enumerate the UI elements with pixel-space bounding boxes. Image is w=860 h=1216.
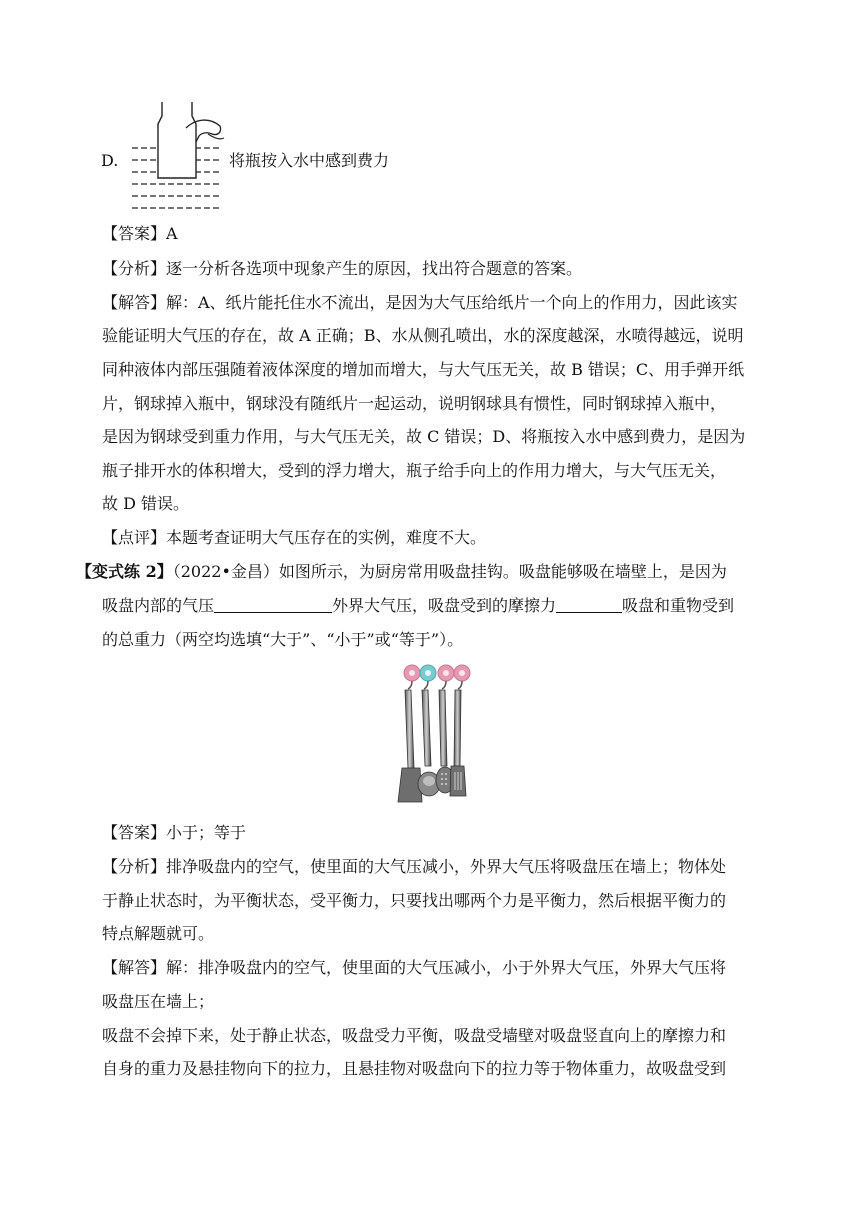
q2-stem-text: 吸盘内部的气压 bbox=[102, 596, 215, 615]
q2-analysis-line: 特点解题就可。 bbox=[102, 924, 215, 943]
q2-solution-line: 吸盘压在墙上； bbox=[102, 992, 215, 1011]
q2-solution-line: 吸盘不会掉下来，处于静止状态，吸盘受力平衡，吸盘受墙壁对吸盘竖直向上的摩擦力和 bbox=[102, 1026, 727, 1045]
q1-comment: 【点评】本题考查证明大气压存在的实例，难度不大。 bbox=[102, 528, 487, 547]
option-d-label: D. bbox=[101, 151, 119, 170]
kitchen-suction-hooks-photo bbox=[394, 660, 474, 806]
bottle-in-water-figure bbox=[128, 102, 228, 214]
q1-solution-line: 同种液体内部压强随着液体深度的增加而增大，与大气压无关，故 B 错误；C、用手弹开纸 bbox=[102, 360, 745, 379]
answer-blank-1[interactable] bbox=[214, 596, 332, 613]
q2-stem-line-2 bbox=[102, 596, 734, 616]
q2-analysis-line: 于静止状态时，为平衡状态，受平衡力，只要找出哪两个力是平衡力，然后根据平衡力的 bbox=[102, 891, 727, 910]
q2-solution-line: 自身的重力及悬挂物向下的拉力，且悬挂物对吸盘向下的拉力等于物体重力，故吸盘受到 bbox=[102, 1059, 727, 1078]
q1-solution-line: 【解答】解：A、纸片能托住水不流出，是因为大气压给纸片一个向上的作用力，因此该实 bbox=[102, 293, 738, 312]
option-d-text: 将瓶按入水中感到费力 bbox=[229, 151, 390, 170]
answer-blank-2[interactable] bbox=[556, 596, 622, 613]
q2-stem-line-3: 的总重力（两空均选填“大于”、“小于”或“等于”）。 bbox=[102, 630, 464, 649]
q2-stem-line-1 bbox=[76, 562, 727, 582]
q2-stem-text: 吸盘和重物受到 bbox=[622, 596, 735, 615]
q2-answer: 【答案】小于；等于 bbox=[102, 823, 247, 842]
q2-source: （2022•金昌） bbox=[172, 562, 279, 581]
q1-solution-line: 是因为钢球受到重力作用，与大气压无关，故 C 错误；D、将瓶按入水中感到费力，是因为 bbox=[102, 427, 746, 446]
q1-analysis: 【分析】逐一分析各选项中现象产生的原因，找出符合题意的答案。 bbox=[102, 259, 583, 278]
q2-stem-text: 如图所示，为厨房常用吸盘挂钩。吸盘能够吸在墙壁上，是因为 bbox=[278, 562, 727, 581]
q2-label: 【变式练 2】 bbox=[76, 562, 173, 581]
q2-solution-line: 【解答】解：排净吸盘内的空气，使里面的大气压减小，小于外界大气压，外界大气压将 bbox=[102, 958, 727, 977]
q1-solution-line: 片，钢球掉入瓶中，钢球没有随纸片一起运动，说明钢球具有惯性，同时钢球掉入瓶中， bbox=[102, 394, 727, 413]
q1-answer: 【答案】A bbox=[102, 224, 178, 243]
q1-solution-line: 瓶子排开水的体积增大，受到的浮力增大，瓶子给手向上的作用力增大，与大气压无关， bbox=[102, 461, 727, 480]
q2-stem-text: 外界大气压，吸盘受到的摩擦力 bbox=[332, 596, 557, 615]
q1-solution-line: 验能证明大气压的存在，故 A 正确；B、水从侧孔喷出，水的深度越深，水喷得越远，说明 bbox=[102, 326, 744, 345]
q1-solution-line: 故 D 错误。 bbox=[102, 494, 190, 513]
q2-analysis-line: 【分析】排净吸盘内的空气，使里面的大气压减小，外界大气压将吸盘压在墙上；物体处 bbox=[102, 857, 727, 876]
